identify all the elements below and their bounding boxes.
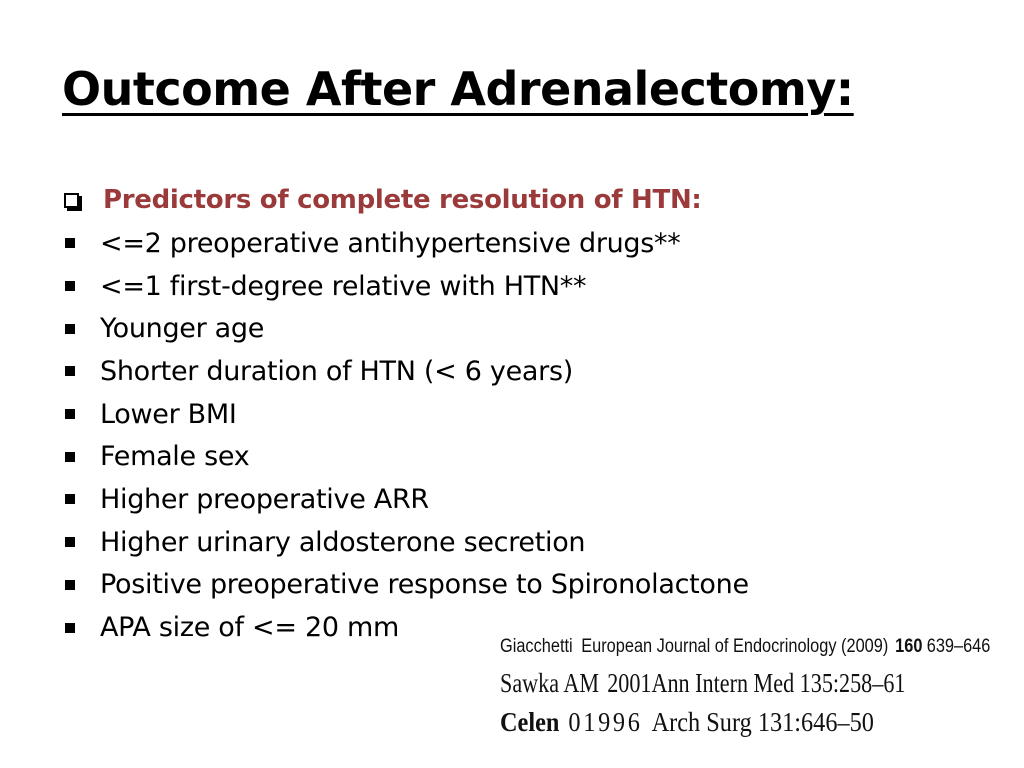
checkbox-icon [64, 193, 79, 208]
reference-giacchetti [500, 628, 991, 664]
square-bullet-icon [65, 537, 75, 547]
square-bullet-icon [65, 324, 75, 334]
list-item-text: Higher preoperative ARR [100, 483, 429, 515]
reference-year: 01996 [568, 706, 643, 737]
square-bullet-icon [65, 238, 75, 248]
references [500, 628, 1020, 742]
slide-title: Outcome After Adrenalectomy: [62, 62, 854, 116]
square-bullet-icon [65, 366, 75, 376]
reference-author: Giacchetti [500, 635, 573, 657]
list-item-text: Positive preoperative response to Spironolactone [100, 569, 749, 601]
reference-journal: European Journal of Endocrinology (2009) [581, 635, 889, 657]
list-item-text: Shorter duration of HTN (< 6 years) [100, 355, 573, 387]
heading-row [62, 178, 962, 222]
list-item [62, 564, 962, 607]
list-item [62, 265, 962, 308]
reference-author: Sawka AM [500, 667, 600, 698]
list-item-text: APA size of <= 20 mm [100, 612, 399, 644]
square-bullet-icon [65, 409, 75, 419]
list-item [62, 350, 962, 393]
bullet-list [62, 222, 962, 649]
section-heading: Predictors of complete resolution of HTN: [103, 185, 702, 215]
square-bullet-icon [65, 494, 75, 504]
list-item [62, 393, 962, 436]
slide-content [62, 178, 962, 649]
list-item-text: <=2 preoperative antihypertensive drugs** [100, 227, 681, 259]
list-item [62, 478, 962, 521]
reference-author: Celen [500, 706, 560, 737]
square-bullet-icon [65, 452, 75, 462]
square-bullet-icon [65, 281, 75, 291]
reference-year: 2001 [607, 667, 652, 698]
square-bullet-icon [65, 580, 75, 590]
list-item [62, 307, 962, 350]
list-item-text: <=1 first-degree relative with HTN** [100, 270, 587, 302]
reference-volume: 160 [895, 635, 923, 657]
reference-sawka [500, 664, 926, 702]
list-item-text: Higher urinary aldosterone secretion [100, 526, 586, 558]
reference-journal: Arch Surg 131:646–50 [651, 706, 874, 737]
square-bullet-icon [65, 623, 75, 633]
list-item-text: Female sex [100, 441, 250, 473]
reference-journal: Ann Intern Med 135:258–61 [651, 667, 906, 698]
list-item-text: Lower BMI [100, 398, 237, 430]
list-item [62, 435, 962, 478]
list-item [62, 222, 962, 265]
list-item [62, 521, 962, 564]
reference-celen [500, 702, 968, 742]
list-item-text: Younger age [100, 313, 265, 345]
reference-pages: 639–646 [926, 635, 991, 657]
